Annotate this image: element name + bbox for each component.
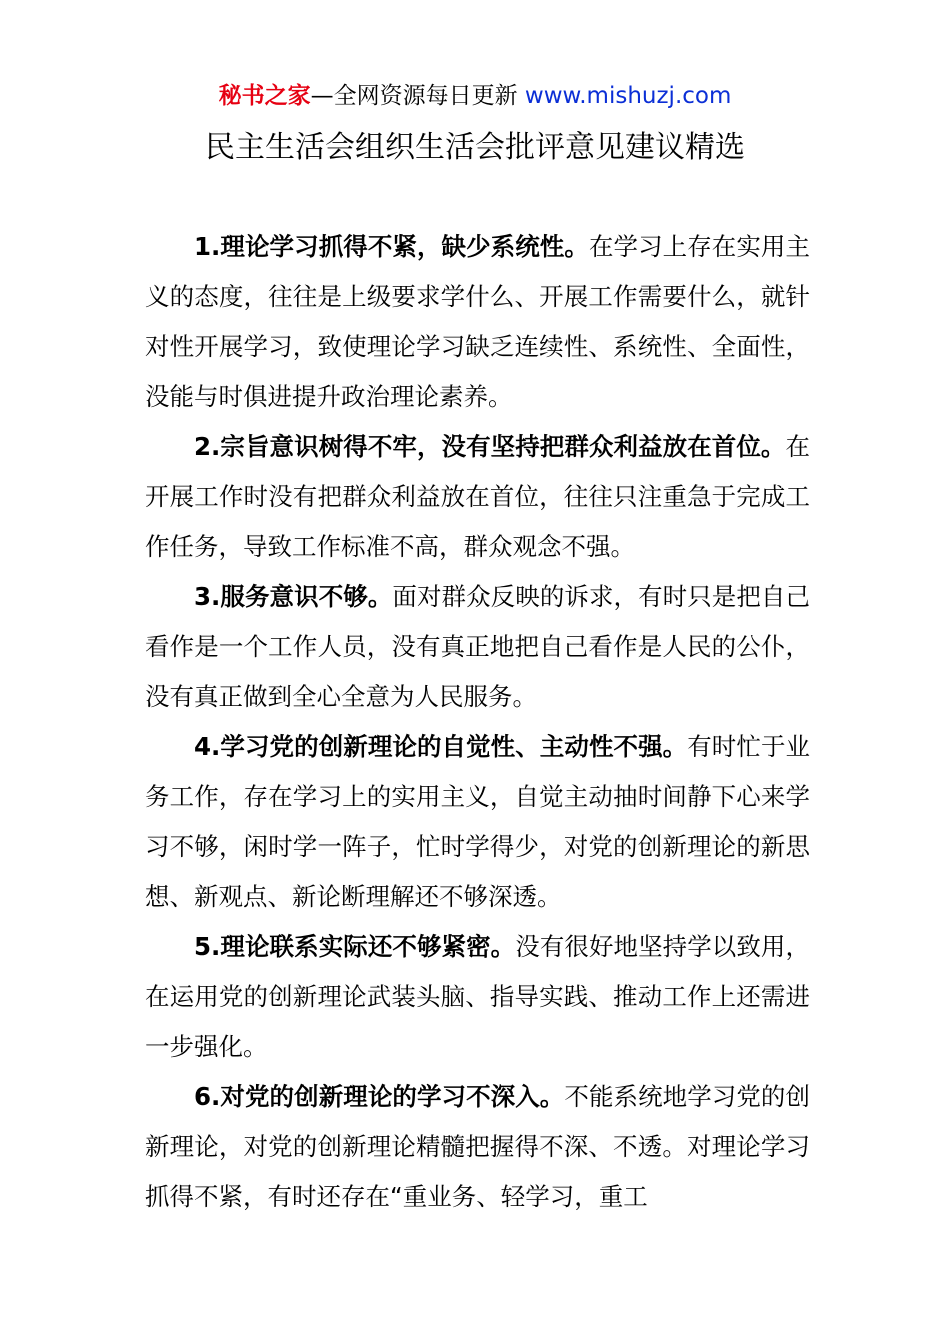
paragraph-4 <box>145 722 810 922</box>
paragraph-5 <box>145 922 810 1072</box>
paragraph-lead: 1.理论学习抓得不紧，缺少系统性。 <box>194 232 589 261</box>
site-header <box>0 78 950 114</box>
paragraph-text: 在学习上存在实用主义的态度，往往是上级要求学什么、开展工作需要什么，就针对性开展学习，致使理论学习缺乏连续性、系统性、全面性，没能与时俱进提升政治理论素养。 <box>145 232 810 411</box>
paragraph-lead: 6.对党的创新理论的学习不深入。 <box>194 1082 565 1111</box>
paragraph-lead: 5.理论联系实际还不够紧密。 <box>194 932 516 961</box>
site-url: www.mishuzj.com <box>524 83 732 109</box>
paragraph-lead: 3.服务意识不够。 <box>194 582 393 611</box>
paragraph-2 <box>145 422 810 572</box>
document-title: 民主生活会组织生活会批评意见建议精选 <box>205 130 745 165</box>
site-brand: 秘书之家 <box>218 83 311 109</box>
paragraph-text: 有时忙于业务工作，存在学习上的实用主义，自觉主动抽时间静下心来学习不够，闲时学一阵子，忙时学得少，对党的创新理论的新思想、新观点、新论断理解还不够深透。 <box>145 732 811 911</box>
paragraph-6 <box>145 1072 810 1222</box>
paragraph-text: 不能系统地学习党的创新理论，对党的创新理论精髓把握得不深、不透。对理论学习抓得不紧，有时还存在“重业务、轻学习，重工 <box>145 1082 811 1211</box>
paragraph-3 <box>145 572 810 722</box>
paragraph-1 <box>145 222 810 422</box>
paragraph-text: 面对群众反映的诉求，有时只是把自己看作是一个工作人员，没有真正地把自己看作是人民的公仆，没有真正做到全心全意为人民服务。 <box>145 582 810 711</box>
document-body <box>145 222 810 1222</box>
paragraph-text: 在开展工作时没有把群众利益放在首位，往往只注重急于完成工作任务，导致工作标准不高，群众观念不强。 <box>145 432 810 561</box>
paragraph-lead: 4.学习党的创新理论的自觉性、主动性不强。 <box>194 732 688 761</box>
paragraph-lead: 2.宗旨意识树得不牢，没有坚持把群众利益放在首位。 <box>194 432 786 461</box>
paragraph-text: 没有很好地坚持学以致用，在运用党的创新理论武装头脑、指导实践、推动工作上还需进一步强化。 <box>145 932 811 1061</box>
site-slogan: —全网资源每日更新 <box>310 83 525 109</box>
